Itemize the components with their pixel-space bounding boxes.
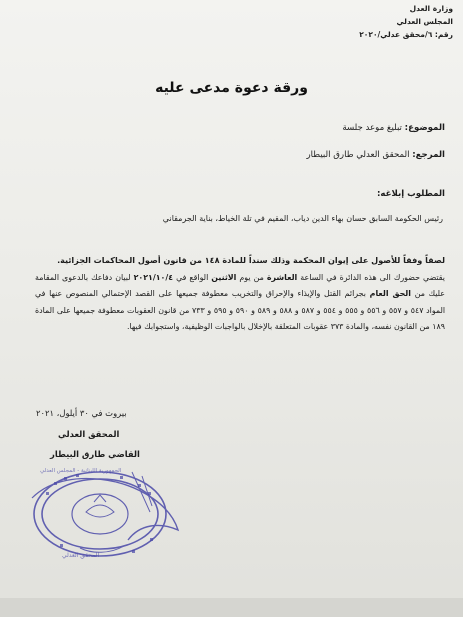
legal-basis: لصقاً وفقاً للأصول على إيوان المحكمة وذلك سنداً للمادة ١٤٨ من قانون أصول المحاكمات الجزائية. [57, 255, 445, 265]
notify-label: المطلوب إبلاغه: [376, 189, 445, 199]
reference-line [307, 150, 445, 160]
summons-body [35, 270, 445, 335]
page-title: ورقة دعوة مدعى عليه [155, 80, 308, 96]
reference-number: رقم: ٦/محقق عدلي/٢٠٢٠ [359, 30, 453, 39]
stamp-outer-text: الجمهورية اللبنانية - المجلس العدلي [40, 468, 122, 474]
subject-label: الموضوع: [404, 123, 445, 133]
stamp-inner-text: المحقق العدلي [62, 552, 100, 559]
body-day: الاثنين [211, 273, 237, 282]
body-text-1: يقتضي حضورك الى هذه الدائرة في الساعة [300, 273, 445, 282]
body-hour: العاشرة [266, 273, 298, 282]
signature-role: المحقق العدلي [58, 429, 120, 439]
signature-place-date: بيروت في ٣٠ أيلول، ٢٠٢١ [36, 408, 127, 418]
notify-text: رئيس الحكومة السابق حسان بهاء الدين دياب، المقيم في تلة الخياط، بناية الجرمقاني [162, 214, 443, 223]
page-shadow [0, 598, 463, 617]
body-date: ٢٠٢١/١٠/٤ [133, 273, 174, 282]
ministry-name: وزارة العدل [409, 4, 453, 13]
body-text-5: بجرائم القتل والإيذاء والإحراق والتخريب معطوفة جميعها على القصد الإحتمالي المنصوص عنها في المواد ٥٤٧ و ٥٥٧ و ٥٥٦ و ٥٥٥ و ٥٥٤ و ٥٨٧ و ٥٨٨ و ٥٨٩ و ٥٩٠ و ٥٩٥ و ٧٣٣ من قانون العقوبات معطوفة جميعها على المادة ١٨٩ من القانون نفسه، والمادة ٣٧٣ عقوبات المتعلقة بالإخلال بالواجبات الوظيفية، واستجوابك فيها. [35, 289, 446, 331]
reference-text: المحقق العدلي طارق البيطار [306, 150, 410, 160]
reference-label: المرجع: [412, 150, 445, 160]
subject-line [342, 123, 445, 133]
body-party: الحق العام [369, 289, 411, 299]
body-text-4: لبيان دفاعك بالدعوى المقامة عليك من [35, 273, 446, 299]
council-name: المجلس العدلي [396, 17, 453, 26]
body-text-3: الواقع في [176, 273, 209, 282]
body-text-2: من يوم [239, 273, 264, 282]
subject-text: تبليغ موعد جلسة [342, 123, 402, 133]
signature-name: القاضي طارق البيطار [50, 449, 140, 459]
